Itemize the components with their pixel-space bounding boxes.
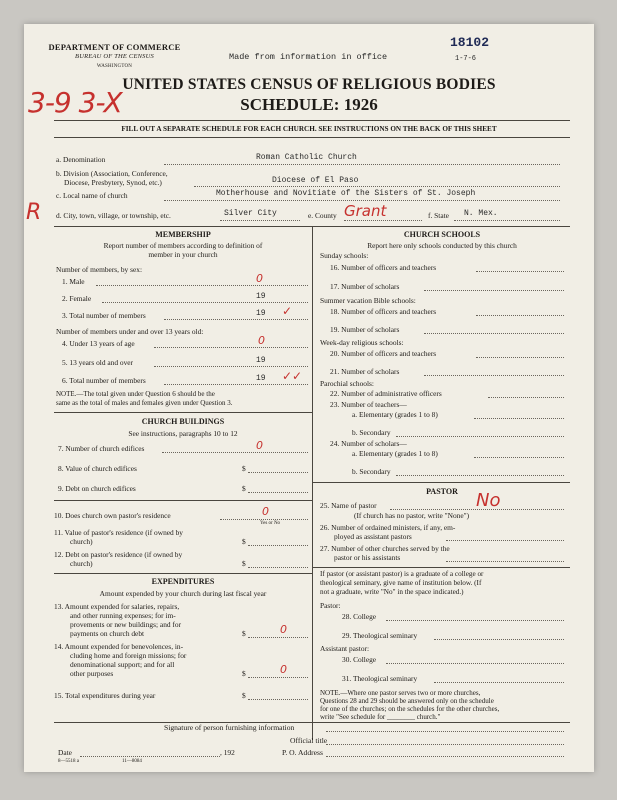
parochial-label: Parochial schools: [320, 379, 374, 388]
graduate-note-1: If pastor (or assistant pastor) is a graduate of a college or [320, 570, 484, 578]
q3-checkmark: ✓ [282, 304, 293, 318]
rule-under-instructions [54, 137, 570, 138]
q23a-label: a. Elementary (grades 1 to 8) [352, 410, 438, 419]
local-name-line [164, 200, 560, 201]
q28-line [386, 620, 564, 621]
q13-line [248, 637, 308, 638]
q3-label: 3. Total number of members [62, 311, 146, 320]
q14-dollar: $ [242, 669, 246, 678]
q13-label-4: payments on church debt [70, 629, 145, 638]
q12-line [248, 567, 308, 568]
local-name-value: Motherhouse and Novitiate of the Sisters of St. Joseph [216, 189, 476, 198]
stamp-number: 18102 [450, 35, 490, 50]
rule-buildings-end [54, 573, 312, 574]
q23a-line [474, 418, 564, 419]
pastor-note-4: write "See schedule for ________ church." [320, 713, 441, 721]
q30-label: 30. College [342, 655, 377, 664]
q17-line [424, 290, 564, 291]
form-title: UNITED STATES CENSUS OF RELIGIOUS BODIES [122, 76, 496, 93]
q14-label-4: other purposes [70, 669, 114, 678]
q24b-label: b. Secondary [352, 467, 391, 476]
city-label: d. City, town, village, or township, etc. [56, 211, 171, 220]
q12-label-2: church) [70, 559, 93, 568]
q2-label: 2. Female [62, 294, 92, 303]
q2-line [102, 302, 308, 303]
form-number-1: 8—5518 a [58, 759, 79, 764]
denomination-line [164, 164, 560, 165]
bureau-name: BUREAU OF THE CENSUS [75, 53, 154, 60]
q4-label: 4. Under 13 years of age [62, 339, 135, 348]
q9-label: 9. Debt on church edifices [58, 484, 136, 493]
county-label: e. County [308, 211, 337, 220]
q27-label: 27. Number of other churches served by the [320, 544, 450, 553]
q13-dollar: $ [242, 629, 246, 638]
q11-label-2: church) [70, 537, 93, 546]
q11-dollar: $ [242, 537, 246, 546]
membership-intro-2: member in your church [148, 250, 218, 259]
instructions-line: FILL OUT A SEPARATE SCHEDULE FOR EACH CHURCH. SEE INSTRUCTIONS ON THE BACK OF THIS SHEET [121, 125, 497, 133]
local-name-label: c. Local name of church [56, 191, 128, 200]
q15-dollar: $ [242, 691, 246, 700]
q9-dollar: $ [242, 484, 246, 493]
q1-label: 1. Male [62, 277, 85, 286]
q25-sub: (If church has no pastor, write "None") [354, 511, 470, 520]
q25-label: 25. Name of pastor [320, 501, 377, 510]
q10-line [220, 519, 308, 520]
q14-label-3: denominational support; and for all [70, 660, 175, 669]
q31-label: 31. Theological seminary [342, 674, 418, 683]
by-sex-label: Number of members, by sex: [56, 265, 142, 274]
q29-label: 29. Theological seminary [342, 631, 418, 640]
rule-footer [54, 722, 570, 723]
q25-value: No [476, 490, 501, 511]
department-block [32, 42, 197, 72]
division-line [194, 186, 560, 187]
city-line [220, 220, 300, 221]
q8-line [248, 472, 308, 473]
q23-label: 23. Number of teachers— [330, 400, 407, 409]
q20-line [476, 357, 564, 358]
bureau-city: WASHINGTON [96, 64, 133, 69]
q24a-label: a. Elementary (grades 1 to 8) [352, 449, 438, 458]
q18-label: 18. Number of officers and teachers [330, 307, 437, 316]
rule-top [54, 120, 570, 121]
form-number-2: 11—8084 [122, 759, 142, 764]
rule-membership-end [54, 412, 312, 413]
pastor-note-3: for one of the churches; on the schedules for the other churches, [320, 705, 500, 713]
rule-schools-end [312, 482, 570, 483]
q13-label-3: provements or new buildings; and for [70, 620, 182, 629]
denomination-label: a. Denomination [56, 155, 106, 164]
date-year: , 192 [220, 748, 235, 757]
division-value: Diocese of El Paso [272, 176, 359, 185]
q23b-label: b. Secondary [352, 428, 391, 437]
q19-line [424, 333, 564, 334]
q27-line [446, 561, 564, 562]
expenditures-title: EXPENDITURES [151, 577, 215, 586]
q15-line [248, 699, 308, 700]
state-label: f. State [428, 211, 449, 220]
q11-label: 11. Value of pastor's residence (if owned by [54, 528, 183, 537]
q28-label: 28. College [342, 612, 377, 621]
graduate-note-2: theological seminary, give name of institution below. (If [320, 579, 482, 587]
q10-value: 0 [262, 505, 269, 518]
q16-label: 16. Number of officers and teachers [330, 263, 437, 272]
q31-line [434, 682, 564, 683]
po-address-label: P. O. Address [282, 748, 323, 757]
official-title-line [326, 744, 564, 745]
q4-line [154, 347, 308, 348]
q6-label: 6. Total number of members [62, 376, 146, 385]
q2-value: 19 [256, 292, 266, 301]
q12-dollar: $ [242, 559, 246, 568]
q21-label: 21. Number of scholars [330, 367, 400, 376]
assistant-sublabel: Assistant pastor: [320, 644, 370, 653]
city-value: Silver City [224, 209, 277, 218]
q8-dollar: $ [242, 464, 246, 473]
q6-value: 19 [256, 374, 266, 383]
buildings-title: CHURCH BUILDINGS [141, 417, 225, 426]
membership-note-1: NOTE.—The total given under Question 6 should be the [56, 390, 215, 398]
county-value: Grant [344, 202, 387, 220]
q7-label: 7. Number of church edifices [58, 444, 145, 453]
stamp-date: 1-7-6 [455, 55, 477, 63]
division-label: b. Division (Association, Conference, [56, 169, 168, 178]
q6-checkmark: ✓✓ [282, 369, 303, 383]
q13-value: 0 [280, 623, 287, 636]
q11-line [248, 545, 308, 546]
q9-line [248, 492, 308, 493]
rule-buildings-mid [54, 500, 312, 501]
weekday-label: Week-day religious schools: [320, 338, 404, 347]
q14-line [248, 677, 308, 678]
margin-handwriting-r: R [26, 200, 42, 225]
sunday-label: Sunday schools: [320, 251, 369, 260]
q19-label: 19. Number of scholars [330, 325, 400, 334]
q14-label: 14. Amount expended for benevolences, in- [54, 642, 184, 651]
under-over-label: Number of members under and over 13 years old: [56, 327, 204, 336]
q1-value: 0 [256, 272, 263, 285]
q4-value: 0 [258, 334, 265, 347]
q18-line [476, 315, 564, 316]
buildings-sub: See instructions, paragraphs 10 to 12 [128, 429, 238, 438]
q23b-line [396, 436, 564, 437]
column-divider [312, 226, 313, 740]
denomination-value: Roman Catholic Church [256, 153, 357, 162]
q6-line [164, 384, 308, 385]
q7-value: 0 [256, 439, 263, 452]
q26-label: 26. Number of ordained ministers, if any, em- [320, 523, 456, 532]
q5-value: 19 [256, 356, 266, 365]
q3-line [164, 319, 308, 320]
q20-label: 20. Number of officers and teachers [330, 349, 437, 358]
pastor-title: PASTOR [426, 487, 458, 496]
expenditures-sub: Amount expended by your church during last fiscal year [99, 589, 267, 598]
state-line [454, 220, 560, 221]
signature-label: Signature of person furnishing information [164, 723, 295, 732]
date-label: Date [58, 748, 72, 757]
q10-label: 10. Does church own pastor's residence [54, 511, 171, 520]
schools-title: CHURCH SCHOOLS [403, 230, 481, 239]
schools-sub: Report here only schools conducted by this church [367, 241, 517, 250]
q1-line [96, 285, 308, 286]
membership-note-2: same as the total of males and females given under Question 3. [56, 399, 233, 407]
q3-value: 19 [256, 309, 266, 318]
q15-label: 15. Total expenditures during year [54, 691, 156, 700]
signature-line [326, 731, 564, 732]
q12-label: 12. Debt on pastor's residence (if owned by [54, 550, 183, 559]
pastor-note-1: NOTE.—Where one pastor serves two or more churches, [320, 689, 481, 697]
pastor-sublabel: Pastor: [320, 601, 341, 610]
q16-line [476, 271, 564, 272]
q5-label: 5. 13 years old and over [62, 358, 134, 367]
q7-line [162, 452, 308, 453]
q24a-line [474, 457, 564, 458]
date-line [80, 756, 220, 757]
q14-label-2: cluding home and foreign missions; for [70, 651, 187, 660]
made-from-note: Made from information in office [229, 52, 388, 62]
q10-yes-no: Yes or No [260, 521, 281, 526]
q22-line [488, 397, 564, 398]
department-name: DEPARTMENT OF COMMERCE [48, 42, 181, 52]
q8-label: 8. Value of church edifices [58, 464, 137, 473]
q27-label-2: pastor or his assistants [334, 553, 401, 562]
q13-label: 13. Amount expended for salaries, repairs, [54, 602, 180, 611]
po-address-line [326, 756, 564, 757]
summer-label: Summer vacation Bible schools: [320, 296, 416, 305]
schedule-title: SCHEDULE: 1926 [240, 95, 378, 114]
county-line [344, 220, 422, 221]
q21-line [424, 375, 564, 376]
margin-handwriting: 3-9 3-X [28, 86, 122, 119]
division-label-2: Diocese, Presbytery, Synod, etc.) [64, 178, 162, 187]
q30-line [386, 663, 564, 664]
membership-intro-1: Report number of members according to definition of [103, 241, 263, 250]
q13-label-2: and other running expenses; for im- [70, 611, 176, 620]
membership-title: MEMBERSHIP [155, 230, 211, 239]
q17-label: 17. Number of scholars [330, 282, 400, 291]
q14-value: 0 [280, 663, 287, 676]
pastor-note-2: Questions 28 and 29 should be answered only on the schedule [320, 697, 494, 705]
q29-line [434, 639, 564, 640]
graduate-note-3: not a graduate, write "No" in the space indicated.) [320, 588, 464, 596]
q22-label: 22. Number of administrative officers [330, 389, 442, 398]
q24b-line [396, 475, 564, 476]
census-schedule-page [24, 24, 594, 772]
q26-label-2: ployed as assistant pastors [334, 532, 412, 541]
q24-label: 24. Number of scholars— [330, 439, 407, 448]
q5-line [154, 366, 308, 367]
state-value: N. Mex. [464, 209, 498, 218]
official-title-label: Official title [290, 736, 328, 745]
q26-line [446, 540, 564, 541]
rule-pastor-mid [312, 567, 570, 568]
